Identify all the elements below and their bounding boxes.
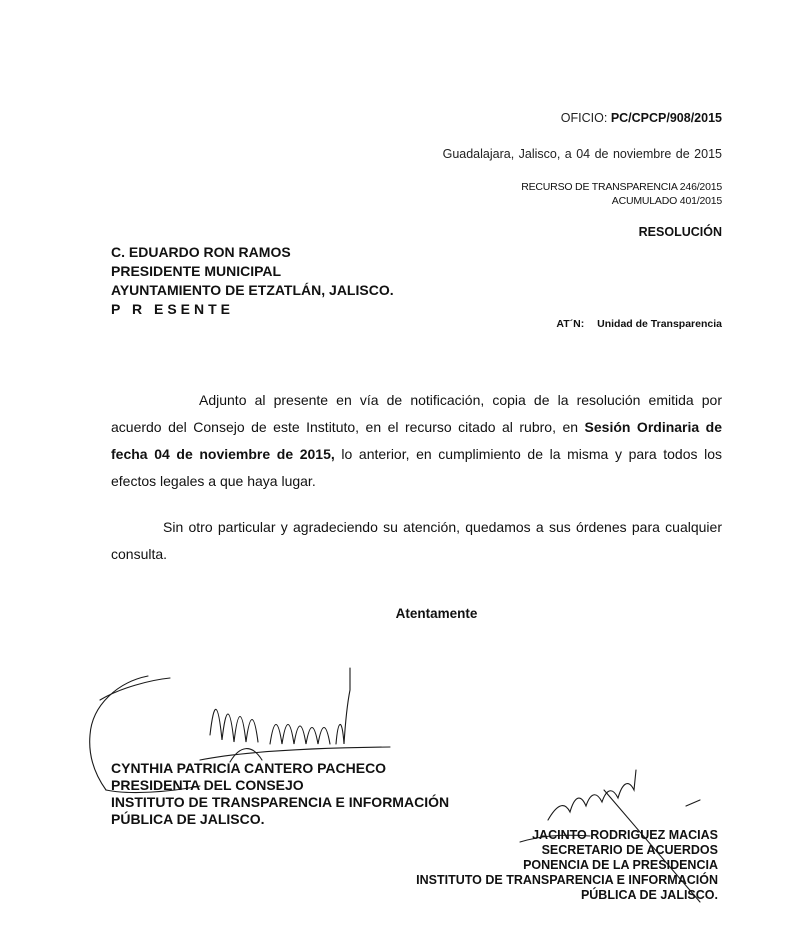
acumulado-line: ACUMULADO 401/2015 (611, 195, 722, 207)
body-p1-bold: Sesión Ordinaria de fecha 04 de noviembre de 2015, (111, 419, 722, 462)
case-reference (380, 180, 722, 208)
recipient-org: AYUNTAMIENTO DE ETZATLÁN, JALISCO. (111, 282, 394, 298)
attention-line (480, 318, 722, 330)
body-paragraph-2: Sin otro particular y agradeciendo su atención, quedamos a sus órdenes para cualquier consulta. (111, 519, 722, 562)
body-p1-text: Adjunto al presente en vía de notificación, copia de la resolución emitida por acuerdo del Consejo de este Instituto, en el recurso citado al rubro, en (111, 392, 722, 435)
oficio-number: PC/CPCP/908/2015 (610, 111, 722, 125)
signatory-1-block (111, 760, 449, 828)
signatory-2-dept: PONENCIA DE LA PRESIDENCIA (523, 858, 718, 872)
recipient-name: C. EDUARDO RON RAMOS (111, 244, 291, 260)
recipient-presente: P R ESENTE (111, 301, 234, 317)
signatory-2-name: JACINTO RODRIGUEZ MACIAS (532, 828, 718, 842)
signatory-1-name: CYNTHIA PATRICIA CANTERO PACHECO (111, 760, 387, 776)
signatory-2-title: SECRETARIO DE ACUERDOS (541, 843, 718, 857)
signatory-1-org-line-2: PÚBLICA DE JALISCO. (111, 811, 265, 827)
signatory-2-org-line-1: INSTITUTO DE TRANSPARENCIA E INFORMACIÓN (416, 873, 718, 887)
oficio-reference (420, 111, 722, 125)
recipient-block (111, 243, 394, 319)
attention-label: AT´N: (556, 318, 585, 330)
body-p1-text-end: lo anterior, en cumplimiento de la misma y para todos los efectos legales a que haya lugar. (111, 446, 722, 489)
place-date: Guadalajara, Jalisco, a 04 de noviembre de 2015 (442, 147, 722, 161)
signatory-2-block (360, 828, 718, 903)
signatory-1-title: PRESIDENTA DEL CONSEJO (111, 777, 304, 793)
signatory-2-org-line-2: PÚBLICA DE JALISCO. (580, 888, 718, 902)
attention-value: Unidad de Transparencia (597, 318, 722, 330)
recipient-title: PRESIDENTE MUNICIPAL (111, 263, 282, 279)
recurso-line: RECURSO DE TRANSPARENCIA 246/2015 (521, 181, 722, 193)
body-paragraph-1 (111, 387, 722, 495)
oficio-label: OFICIO: (560, 111, 608, 125)
resolucion-heading: RESOLUCIÓN (638, 225, 722, 239)
closing: Atentamente (395, 606, 478, 621)
signatory-1-org-line-1: INSTITUTO DE TRANSPARENCIA E INFORMACIÓN (111, 794, 450, 810)
